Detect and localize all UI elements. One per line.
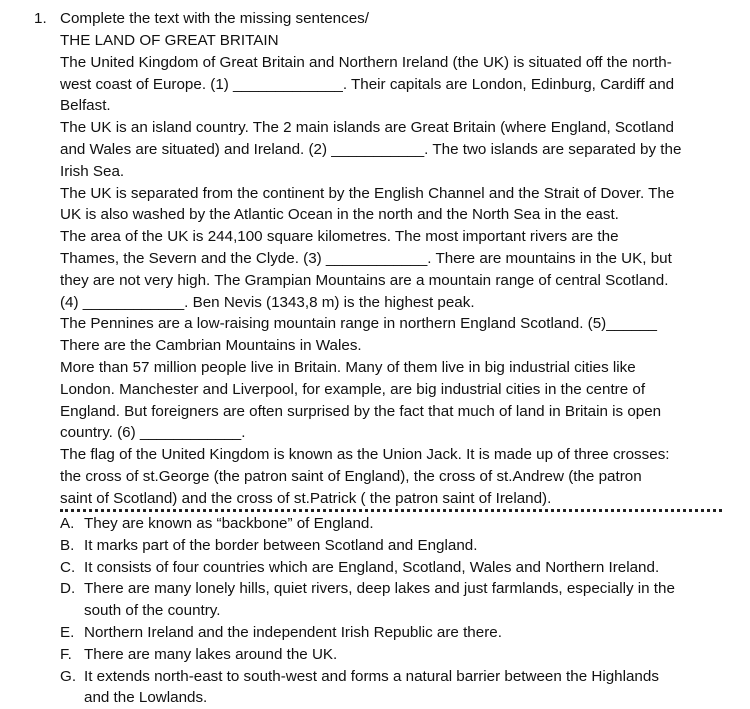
text-line: Irish Sea. [60,162,125,180]
option-d [60,578,728,600]
text-line: west coast of Europe. (1) _____________. Their capitals are London, Edinburg, Cardiff and [60,75,675,93]
text-line: UK is also washed by the Atlantic Ocean in the north and the North Sea in the east. [60,206,619,224]
option-a [60,513,728,535]
task-header [34,8,734,30]
option-text: Northern Ireland and the independent Irish Republic are there. [84,623,502,641]
text-line: the cross of st.George (the patron saint of England), the cross of st.Andrew (the patron [60,467,642,485]
option-letter: A. [60,515,75,532]
text-line: London. Manchester and Liverpool, for example, are big industrial cities in the centre of [60,380,646,398]
option-letter: D. [60,580,76,598]
text-line: Thames, the Severn and the Clyde. (3) ____________. There are mountains in the UK, but [60,249,672,267]
reading-text [60,30,728,510]
text-line: The United Kingdom of Great Britain and Northern Ireland (the UK) is situated off the north- [60,53,672,71]
task-number: 1. [34,10,47,27]
text-line: There are the Cambrian Mountains in Wales. [60,337,362,355]
option-text: It marks part of the border between Scotland and England. [84,536,478,554]
task-instruction: Complete the text with the missing sentences/ [60,10,369,27]
option-letter: B. [60,536,75,554]
option-c [60,557,728,579]
text-line: More than 57 million people live in Britain. Many of them live in big industrial cities like [60,358,636,376]
text-line: saint of Scotland) and the cross of st.Patrick ( the patron saint of Ireland). [60,489,552,507]
option-g [60,666,728,688]
option-text: It extends north-east to south-west and forms a natural barrier between the Highlands [84,667,659,685]
option-text-continued: and the Lowlands. [84,689,208,707]
text-line: England. But foreigners are often surprised by the fact that much of land in Britain is open [60,402,662,420]
option-letter: E. [60,623,75,641]
option-letter: C. [60,558,76,576]
text-line: The flag of the United Kingdom is known as the Union Jack. It is made up of three crosses: [60,446,670,464]
text-line: Belfast. [60,97,111,115]
text-line: country. (6) ____________. [60,424,246,442]
dotted-separator [60,509,722,512]
text-line: they are not very high. The Grampian Mountains are a mountain range of central Scotland. [60,271,669,289]
option-text: They are known as “backbone” of England. [84,515,374,532]
text-line: The area of the UK is 244,100 square kilometres. The most important rivers are the [60,228,619,246]
text-line: (4) ____________. Ben Nevis (1343,8 m) is the highest peak. [60,293,475,311]
text-line: The UK is separated from the continent by the English Channel and the Strait of Dover. The [60,184,675,202]
option-text: It consists of four countries which are England, Scotland, Wales and Northern Ireland. [84,558,660,576]
option-e [60,622,728,644]
option-text-continued: south of the country. [84,602,221,620]
option-letter: F. [60,645,72,663]
text-line: and Wales are situated) and Ireland. (2) ___________. The two islands are separated by the [60,140,682,158]
option-letter: G. [60,667,77,685]
text-title: THE LAND OF GREAT BRITAIN [60,32,279,49]
option-f [60,644,728,666]
text-line: The UK is an island country. The 2 main islands are Great Britain (where England, Scotland [60,119,675,137]
option-b [60,535,728,557]
option-text: There are many lonely hills, quiet rivers, deep lakes and just farmlands, especially in the [84,580,675,598]
text-line: The Pennines are a low-raising mountain range in northern England Scotland. (5)______ [60,315,657,333]
option-text: There are many lakes around the UK. [84,645,338,663]
answer-options [60,513,728,709]
